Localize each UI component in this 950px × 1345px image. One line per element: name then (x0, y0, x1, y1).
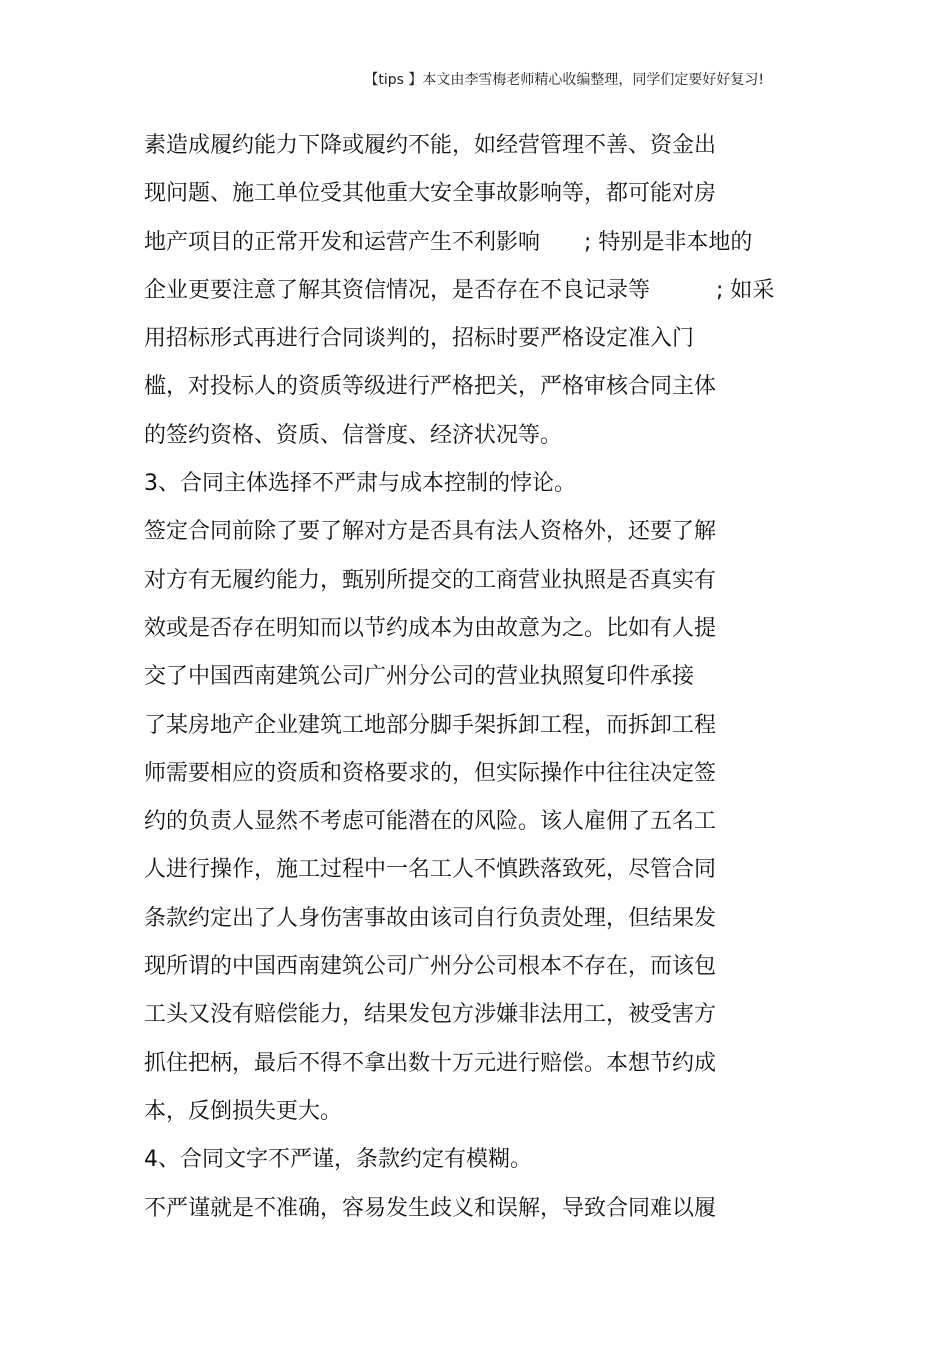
document-body (144, 122, 844, 1233)
text-line: 师需要相应的资质和资格要求的，但实际操作中往往决定签 (144, 760, 717, 786)
text-line: 的签约资格、资质、信誉度、经济状况等。 (144, 422, 563, 448)
text-line: 约的负责人显然不考虑可能潜在的风险。该人雇佣了五名工 (144, 809, 717, 835)
text-line: 用招标形式再进行合同谈判的，招标时要严格设定准入门 (144, 326, 695, 352)
text-line: 本，反倒损失更大。 (144, 1098, 343, 1124)
section-heading-4: 4、合同文字不严谨，条款约定有模糊。 (144, 1147, 532, 1173)
text-line: 工头又没有赔偿能力，结果发包方涉嫌非法用工，被受害方 (144, 1002, 717, 1028)
text-line: 签定合同前除了要了解对方是否具有法人资格外，还要了解 (144, 519, 717, 545)
text-line: 了某房地产企业建筑工地部分脚手架拆卸工程，而拆卸工程 (144, 712, 717, 738)
section-heading-3: 3、合同主体选择不严肃与成本控制的悖论。 (144, 471, 576, 497)
text-line: 条款约定出了人身伤害事故由该司自行负责处理，但结果发 (144, 905, 717, 931)
text-line: 槛，对投标人的资质等级进行严格把关，严格审核合同主体 (144, 374, 717, 400)
text-line: 对方有无履约能力，甄别所提交的工商营业执照是否真实有 (144, 567, 717, 593)
text-line: 不严谨就是不准确，容易发生歧义和误解，导致合同难以履 (144, 1195, 717, 1221)
text-line: 现问题、施工单位受其他重大安全事故影响等，都可能对房 (144, 181, 717, 207)
text-line: 素造成履约能力下降或履约不能，如经营管理不善、资金出 (144, 133, 717, 158)
text-line: 人进行操作，施工过程中一名工人不慎跌落致死，尽管合同 (144, 857, 717, 883)
text-line: 现所谓的中国西南建筑公司广州分公司根本不存在，而该包 (144, 954, 717, 980)
text-line: 地产项目的正常开发和运营产生不利影响 ; 特别是非本地的 (144, 229, 753, 255)
text-line: 效或是否存在明知而以节约成本为由故意为之。比如有人提 (144, 615, 717, 641)
text-line: 企业更要注意了解其资信情况，是否存在不良记录等 ; 如采 (144, 277, 775, 303)
header-tip: 【tips 】本文由李雪梅老师精心收编整理，同学们定要好好复习! (364, 72, 764, 88)
text-line: 交了中国西南建筑公司广州分公司的营业执照复印件承接 (144, 664, 695, 690)
text-line: 抓住把柄，最后不得不拿出数十万元进行赔偿。本想节约成 (144, 1050, 717, 1076)
